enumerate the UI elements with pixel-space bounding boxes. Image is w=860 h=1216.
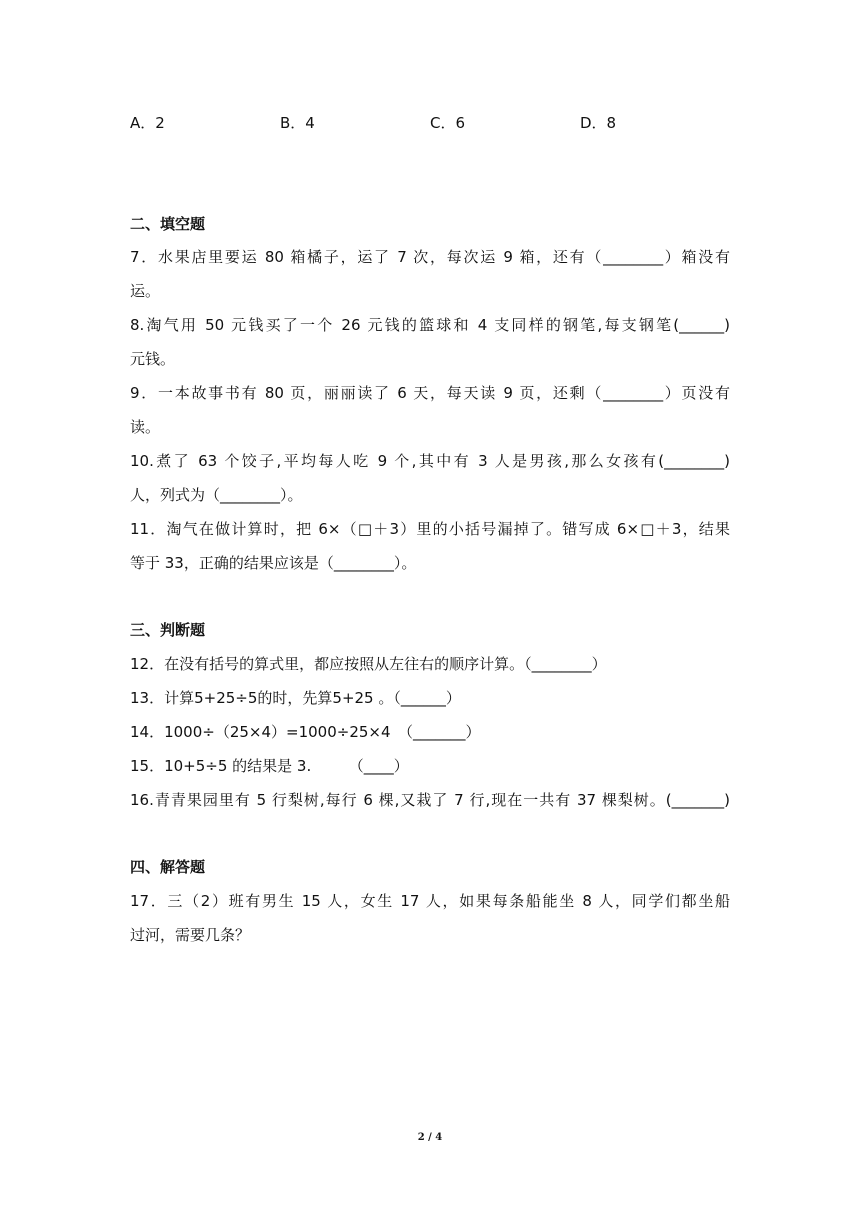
section-title-fill-in: 二、填空题 (130, 215, 206, 233)
question-17-line-2: 过河，需要几条？ (130, 926, 251, 944)
question-9-line-2: 读。 (130, 418, 161, 436)
question-14: 14．1000÷（25×4）=1000÷25×4 （_______） (130, 723, 481, 741)
question-10-line-2: 人，列式为（________）。 (130, 486, 303, 504)
question-7-line-1: 7．水果店里要运 80 箱橘子，运了 7 次，每次运 9 箱，还有（________）箱没有 (130, 248, 730, 266)
question-11-line-2: 等于 33，正确的结果应该是（________）。 (130, 554, 417, 572)
option-d: D．8 (580, 114, 617, 132)
question-16: 16.青青果园里有 5 行梨树,每行 6 棵,又栽了 7 行,现在一共有 37 棵梨树。(_______) (130, 791, 730, 809)
question-8-line-2: 元钱。 (130, 350, 176, 368)
question-15: 15．10+5÷5 的结果是 3. （____） (130, 757, 409, 775)
section-title-solve: 四、解答题 (130, 858, 206, 876)
option-a: A．2 (130, 114, 165, 132)
option-b: B．4 (280, 114, 315, 132)
option-c: C．6 (430, 114, 466, 132)
question-11-line-1: 11．淘气在做计算时，把 6×（□＋3）里的小括号漏掉了。错写成 6×□＋3，结果 (130, 520, 730, 538)
question-13: 13．计算5+25÷5的时，先算5+25 。（______） (130, 689, 461, 707)
question-7-line-2: 运。 (130, 282, 161, 300)
question-17-line-1: 17．三（2）班有男生 15 人，女生 17 人，如果每条船能坐 8 人，同学们都坐船 (130, 892, 730, 910)
question-10-line-1: 10.煮了 63 个饺子,平均每人吃 9 个,其中有 3 人是男孩,那么女孩有(________) (130, 452, 730, 470)
page-number: 2 / 4 (417, 1132, 443, 1143)
section-title-true-false: 三、判断题 (130, 621, 206, 639)
question-12: 12．在没有括号的算式里，都应按照从左往右的顺序计算。（________） (130, 655, 607, 673)
question-9-line-1: 9．一本故事书有 80 页，丽丽读了 6 天，每天读 9 页，还剩（________）页没有 (130, 384, 730, 402)
question-8-line-1: 8.淘气用 50 元钱买了一个 26 元钱的篮球和 4 支同样的钢笔,每支钢笔(______) (130, 316, 730, 334)
